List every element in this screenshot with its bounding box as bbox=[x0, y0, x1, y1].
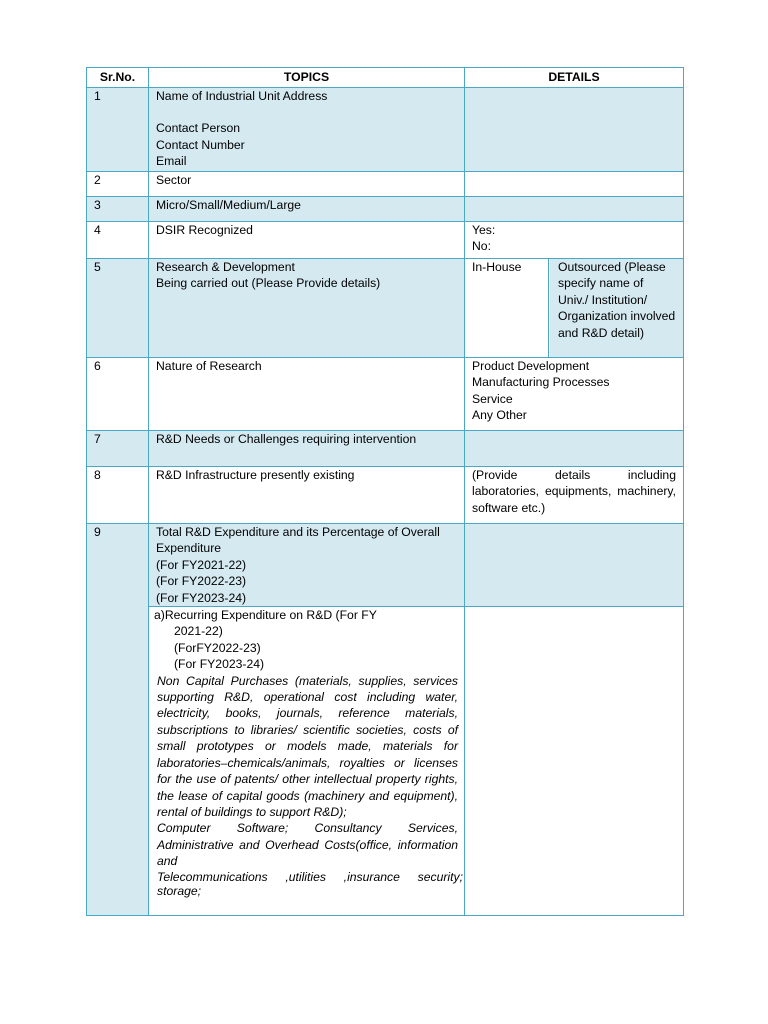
header-sr: Sr.No. bbox=[87, 68, 149, 88]
row-number: 5 bbox=[87, 259, 149, 358]
header-details: DETAILS bbox=[465, 68, 684, 88]
topic-line: Contact Number bbox=[156, 137, 245, 152]
expenditure-note: Non Capital Purchases (materials, supplies, services supporting R&D, operational cost including water, electricity, books, journals, reference materials, subscriptions to libraries/ scientific societies, costs of small prototypes or models made, materials for laboratories–chemicals/animals, royalties or licenses for the use of patents/ other intellectual property rights, the lease of capital goods (machinery and equipment), rental of buildings to support R&D); bbox=[157, 673, 458, 819]
research-option: Product Development bbox=[472, 359, 590, 373]
details-cell[interactable] bbox=[465, 197, 684, 222]
row-number: 9 bbox=[87, 524, 149, 916]
row-number: 8 bbox=[87, 467, 149, 524]
header-row bbox=[87, 68, 684, 88]
expenditure-note: Telecommunications ,utilities ,insurance security; storage; bbox=[157, 869, 463, 898]
sub-topic-cell bbox=[149, 607, 465, 916]
row-4 bbox=[87, 222, 684, 259]
details-cell[interactable] bbox=[465, 524, 684, 607]
research-option: Manufacturing Processes bbox=[472, 375, 610, 390]
topic-cell: Sector bbox=[149, 172, 465, 197]
details-cell[interactable] bbox=[465, 358, 684, 431]
topic-cell: R&D Infrastructure presently existing bbox=[149, 467, 465, 524]
topic-cell: DSIR Recognized bbox=[149, 222, 465, 259]
research-option: Any Other bbox=[472, 408, 527, 423]
research-option: Service bbox=[472, 391, 513, 406]
topic-cell bbox=[149, 524, 465, 607]
topic-line: (For FY2021-22) bbox=[156, 557, 247, 572]
details-cell[interactable] bbox=[465, 172, 684, 197]
outsourced-cell[interactable]: Outsourced (Please specify name of Univ./ Institution/ Organization involved and R&D detail) bbox=[550, 259, 683, 357]
details-cell[interactable] bbox=[465, 607, 684, 916]
row-8 bbox=[87, 467, 684, 524]
row-6 bbox=[87, 358, 684, 431]
row-3 bbox=[87, 197, 684, 222]
sub-topic-line: (For FY2023-24) bbox=[174, 657, 265, 672]
details-cell[interactable]: (Provide details including laboratories, equipments, machinery, software etc.) bbox=[465, 467, 684, 524]
yes-option: Yes: bbox=[472, 223, 496, 237]
details-cell[interactable] bbox=[465, 222, 684, 259]
sub-topic-line: (ForFY2022-23) bbox=[174, 640, 261, 655]
row-7 bbox=[87, 431, 684, 467]
row-number: 2 bbox=[87, 172, 149, 197]
in-house-cell[interactable]: In-House bbox=[465, 259, 549, 357]
topic-line: (For FY2022-23) bbox=[156, 574, 247, 589]
expenditure-note: Computer Software; Consultancy Services, Administrative and Overhead Costs(office, information and bbox=[157, 821, 458, 869]
row-number: 6 bbox=[87, 358, 149, 431]
row-number: 4 bbox=[87, 222, 149, 259]
header-topics: TOPICS bbox=[149, 68, 465, 88]
topic-cell: R&D Needs or Challenges requiring intervention bbox=[149, 431, 465, 467]
sub-topic-line: a)Recurring Expenditure on R&D (For FY bbox=[154, 608, 377, 623]
topic-line: Total R&D Expenditure and its Percentage of Overall Expenditure bbox=[156, 525, 440, 556]
topic-line: Email bbox=[156, 154, 187, 169]
topic-cell: Nature of Research bbox=[149, 358, 465, 431]
topic-cell: Micro/Small/Medium/Large bbox=[149, 197, 465, 222]
topic-cell bbox=[149, 88, 465, 172]
topic-line: (For FY2023-24) bbox=[156, 590, 247, 605]
topic-cell bbox=[149, 259, 465, 358]
details-cell[interactable] bbox=[465, 88, 684, 172]
sub-topic-line: 2021-22) bbox=[174, 624, 223, 639]
row-9 bbox=[87, 524, 684, 607]
row-5 bbox=[87, 259, 684, 358]
row-number: 3 bbox=[87, 197, 149, 222]
row-number: 1 bbox=[87, 88, 149, 172]
topic-line: Contact Person bbox=[156, 121, 241, 136]
details-cell[interactable] bbox=[465, 431, 684, 467]
row-1 bbox=[87, 88, 684, 172]
row-9a bbox=[87, 607, 684, 916]
row-number: 7 bbox=[87, 431, 149, 467]
details-cell bbox=[465, 259, 684, 358]
no-option: No: bbox=[472, 239, 491, 254]
form-table bbox=[86, 67, 684, 916]
row-2 bbox=[87, 172, 684, 197]
topic-line: Research & Development bbox=[156, 260, 295, 274]
topic-line: Name of Industrial Unit Address bbox=[156, 89, 328, 103]
topic-line: Being carried out (Please Provide details) bbox=[156, 276, 381, 291]
